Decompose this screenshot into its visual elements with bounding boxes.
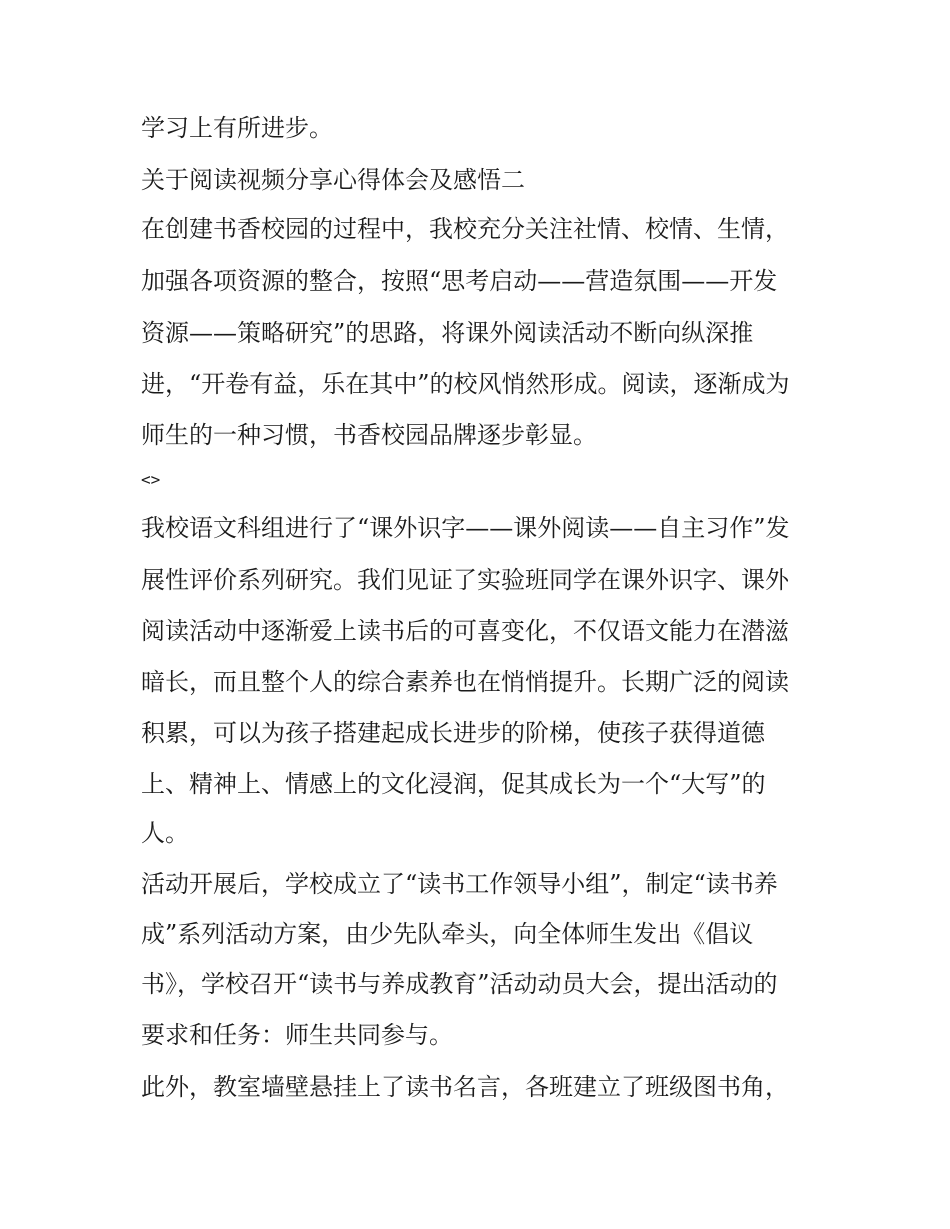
text-line: 活动开展后，学校成立了“读书工作领导小组”，制定“读书养 — [141, 870, 778, 898]
text-line: 上、精神上、情感上的文化浸润，促其成长为一个“大写”的 — [141, 770, 766, 798]
placeholder-marker: <> — [141, 470, 161, 489]
text-line: 资源——策略研究”的思路，将课外阅读活动不断向纵深推 — [141, 319, 754, 347]
section-heading: 关于阅读视频分享心得体会及感悟二 — [141, 166, 525, 194]
text-line: 要求和任务：师生共同参与。 — [141, 1021, 453, 1049]
text-line: 展性评价系列研究。我们见证了实验班同学在课外识字、课外 — [141, 566, 789, 594]
text-line: 阅读活动中逐渐爱上读书后的可喜变化，不仅语文能力在潜滋 — [141, 617, 789, 645]
text-line: 暗长，而且整个人的综合素养也在悄悄提升。长期广泛的阅读 — [141, 668, 789, 696]
text-line: 积累，可以为孩子搭建起成长进步的阶梯，使孩子获得道德 — [141, 719, 765, 747]
text-line: 书》，学校召开“读书与养成教育”活动动员大会，提出活动的 — [141, 970, 778, 998]
text-line: 加强各项资源的整合，按照“思考启动——营造氛围——开发 — [141, 267, 778, 295]
text-line: 进，“开卷有益，乐在其中”的校风悄然形成。阅读，逐渐成为 — [141, 370, 790, 398]
text-line: 人。 — [141, 819, 189, 847]
text-line: 我校语文科组进行了“课外识字——课外阅读——自主习作”发 — [141, 514, 790, 542]
text-line: 学习上有所进步。 — [141, 114, 333, 142]
text-line: 成”系列活动方案，由少先队牵头，向全体师生发出《倡议 — [141, 920, 754, 948]
text-line: 此外，教室墙壁悬挂上了读书名言，各班建立了班级图书角， — [141, 1073, 789, 1101]
text-line: 在创建书香校园的过程中，我校充分关注社情、校情、生情， — [141, 215, 789, 243]
text-line: 师生的一种习惯，书香校园品牌逐步彰显。 — [141, 421, 597, 449]
